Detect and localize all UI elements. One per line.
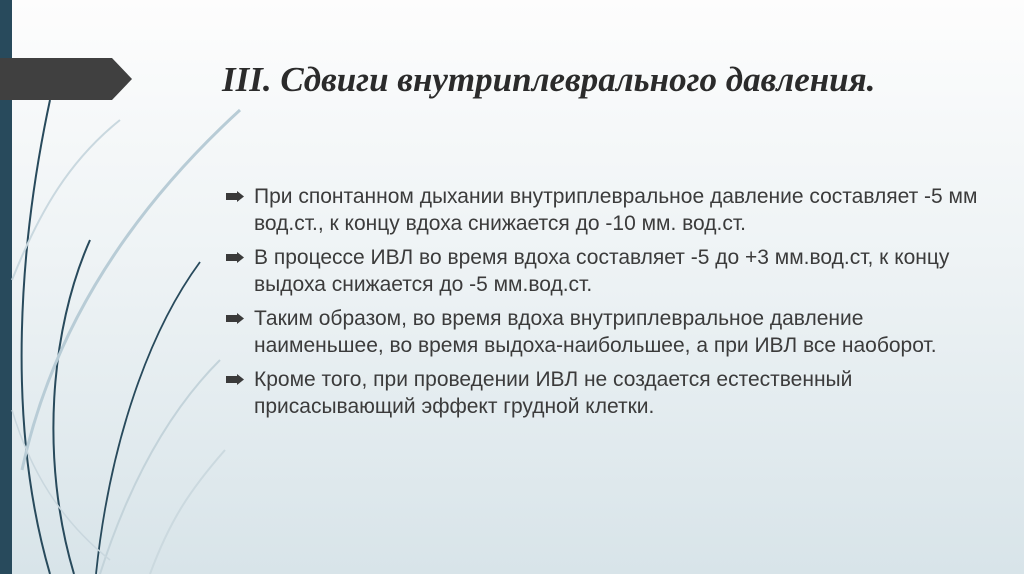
bullet-text: В процессе ИВЛ во время вдоха составляет -5 до +3 мм.вод.ст, к концу выдоха снижается до -5 мм.вод.ст.: [254, 246, 950, 296]
bullet-item: [226, 244, 986, 298]
bullet-text: Кроме того, при проведении ИВЛ не создается естественный присасывающий эффект грудной клетки.: [254, 368, 853, 418]
pen-bullet-icon: [226, 312, 244, 325]
bullet-text: Таким образом, во время вдоха внутриплевральное давление наименьшее, во время выдоха-наибольшее, а при ИВЛ все наоборот.: [254, 307, 937, 357]
pen-bullet-icon: [226, 251, 244, 264]
bullet-item: [226, 183, 986, 237]
bullet-item: [226, 366, 986, 420]
pen-bullet-icon: [226, 190, 244, 203]
bullet-text: При спонтанном дыхании внутриплевральное давление составляет -5 мм вод.ст., к концу вдоха снижается до -10 мм. вод.ст.: [254, 185, 978, 235]
slide-title: III. Сдвиги внутриплеврального давления.: [222, 60, 876, 99]
bullet-item: [226, 305, 986, 359]
pen-bullet-icon: [226, 373, 244, 386]
bullet-list: [226, 183, 986, 427]
title-arrow-shape: [0, 58, 132, 100]
